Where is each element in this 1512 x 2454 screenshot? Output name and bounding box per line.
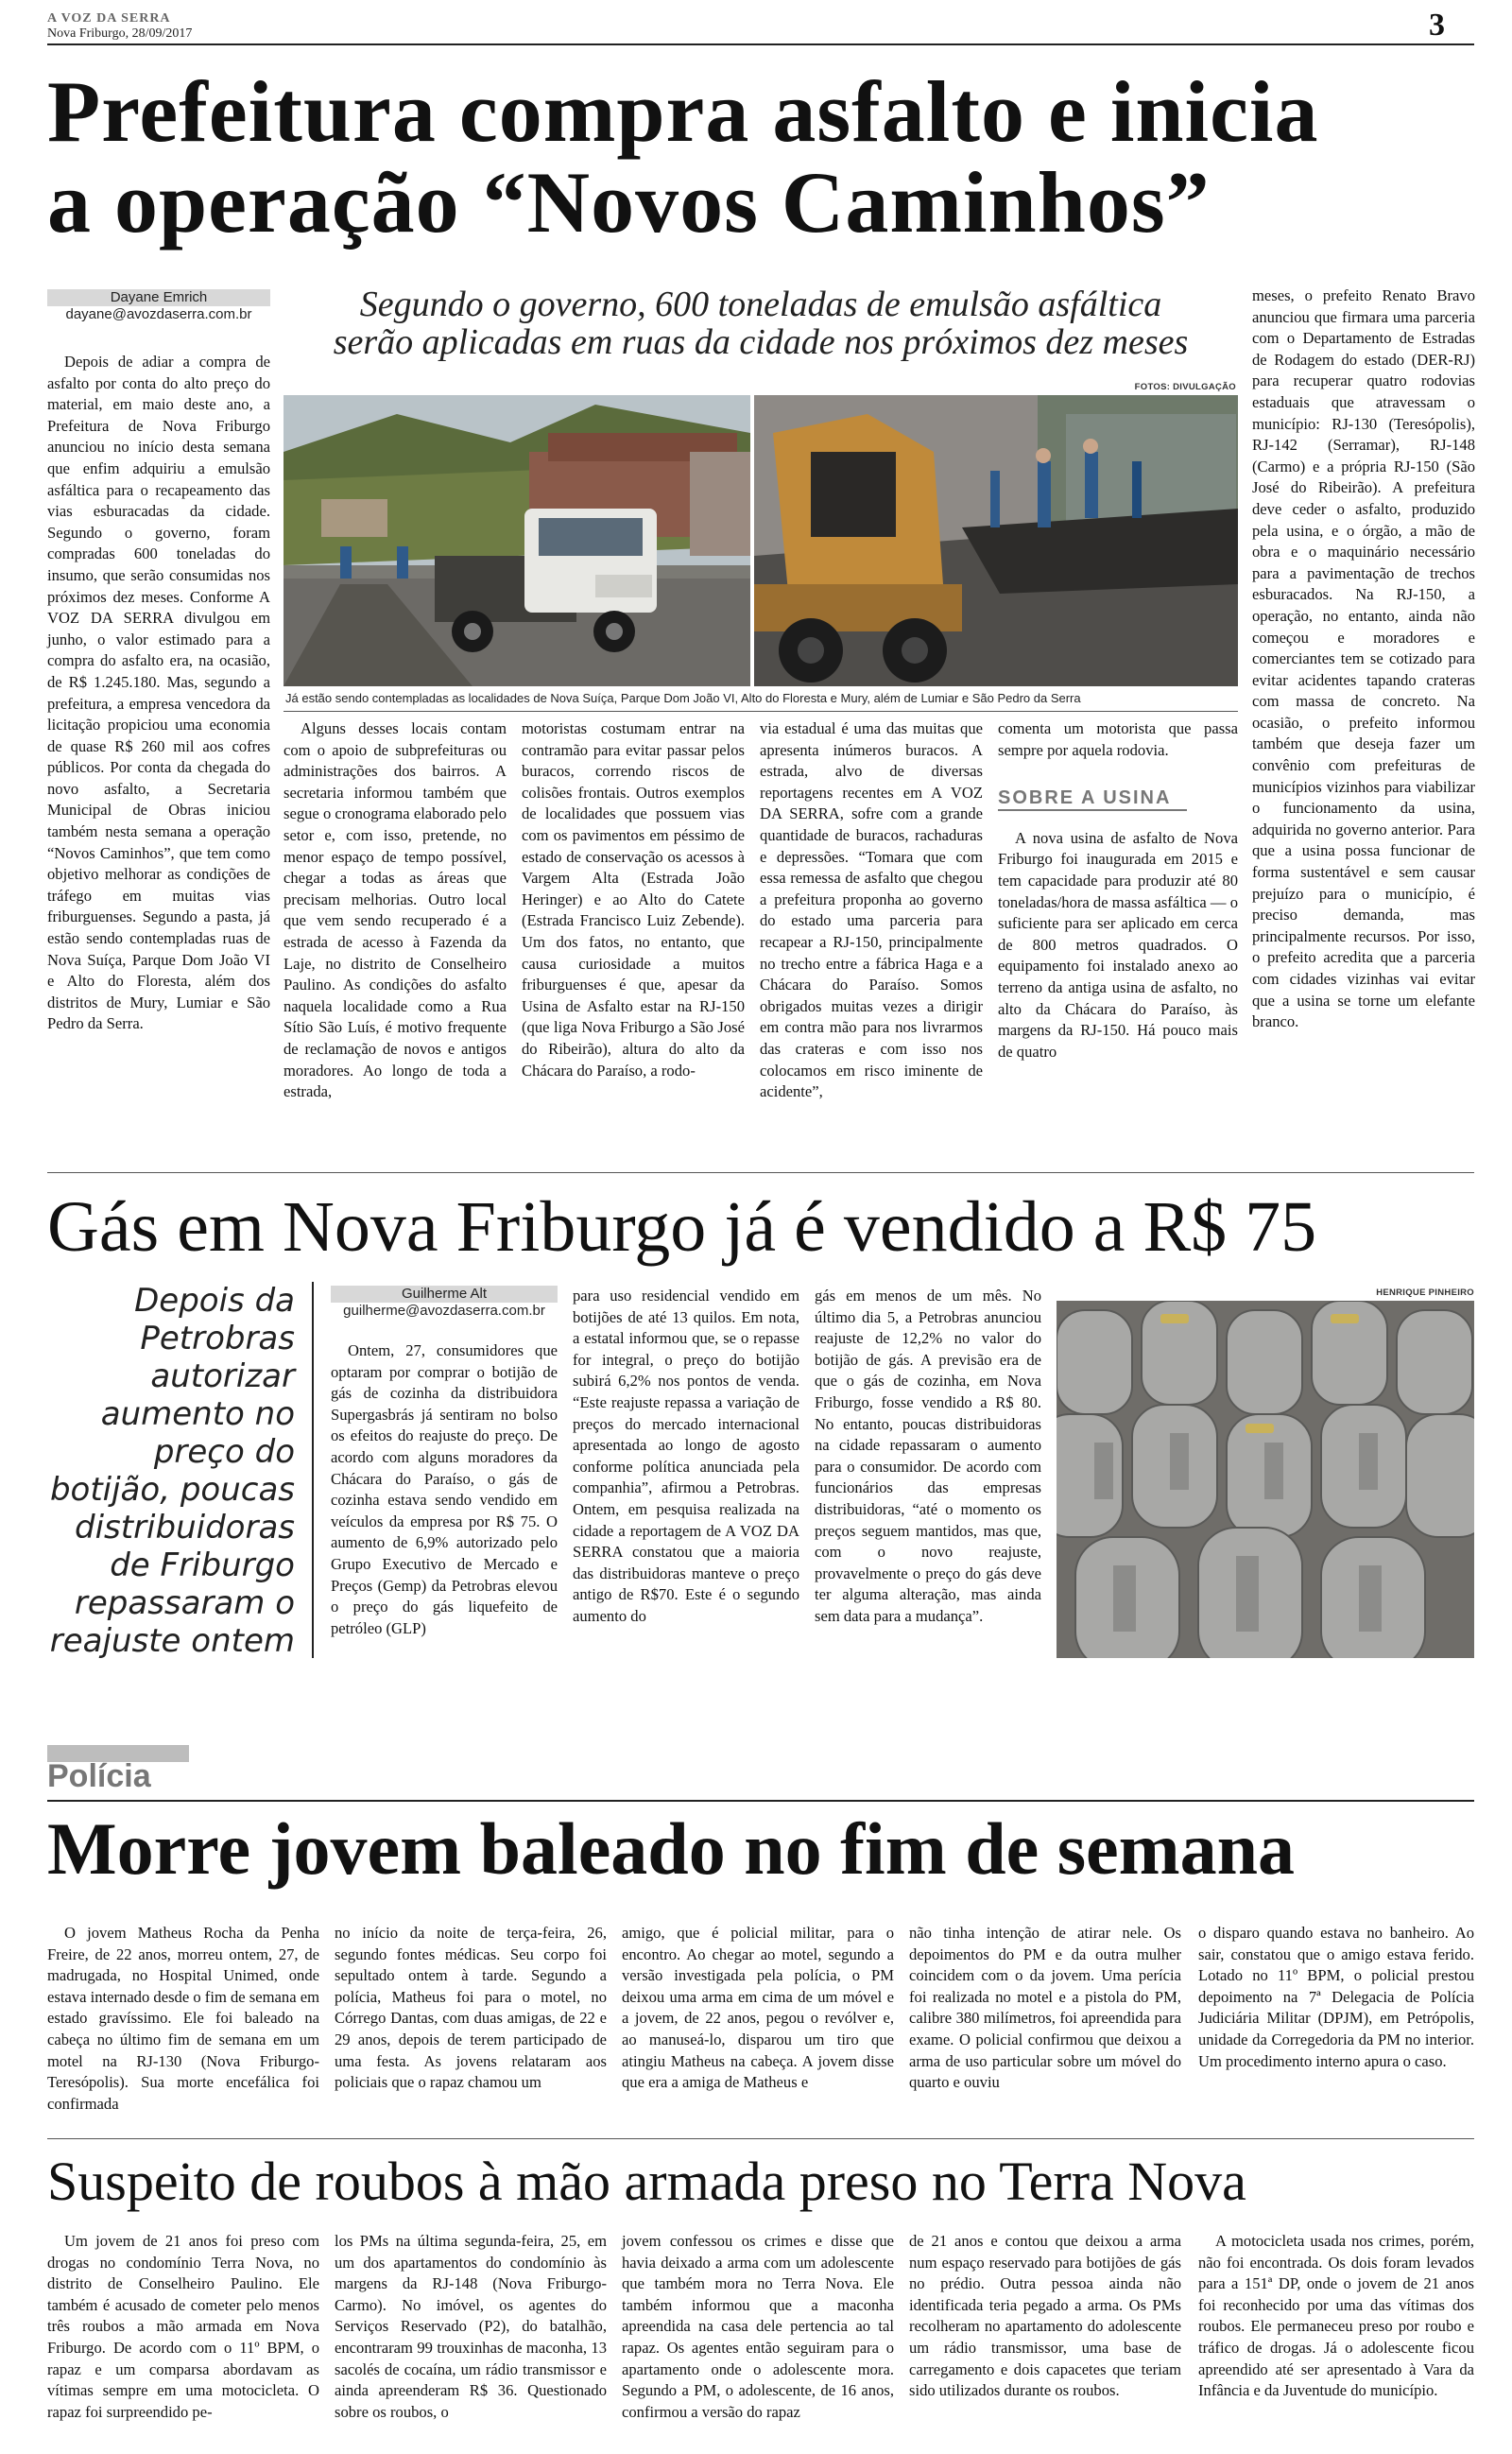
story1-byline [47, 289, 270, 323]
story2-column-2-text: para uso residencial vendido em botijões de até 13 quilos. Em nota, a estatal informou que, se o repasse for integral, o preço do botijão subirá 6,2% nos pontos de venda. “Este reajuste repassa a variação de preços do mercado internacional apresentada ao longo de agosto conforme política anunciada pela companhia”, afirmou a Petrobras. Ontem, em pesquisa realizada na cidade a reportagem de A VOZ DA SERRA constatou que a maioria das distribuidoras manteve o preço antigo de R$70. Este é o segundo aumento do [573, 1287, 799, 1625]
story2-column-3-text: gás em menos de um mês. No último dia 5, a Petrobras anunciou reajuste de 12,2% no valor do botijão de gás. A previsão era de que o gás de cozinha, em Nova Friburgo, fosse vendido a R$ 80. No entanto, poucas distribuidoras na cidade repassaram o aumento para o consumidor. De acordo com funcionários das empresas distribuidoras, “até o momento os preços seguem mantidos, mas que, com o novo reajuste, provavelmente o preço do gás deve ter alguma alteração, mas ainda sem data para a mudança”. [815, 1287, 1041, 1625]
story1-deck [284, 285, 1238, 361]
story1-author-email: dayane@avozdaserra.com.br [65, 306, 252, 322]
story4-column-3 [622, 2231, 894, 2448]
story1-column-1-text: Depois de adiar a compra de asfalto por conta do alto preço do material, em maio deste ano, a Prefeitura de Nova Friburgo anunciou no início desta semana que enfim adquiriu a emulsão asfáltica para o recapeamento das vias esburacadas da cidade. Segundo o governo, foram compradas 600 toneladas do insumo, que serão consumidas nos próximos dez meses. Conforme A VOZ DA SERRA divulgou em junho, o valor estimado para a compra do asfalto era, na ocasião, de R$ 1.245.180. Mas, segundo a prefeitura, a empresa vencedora da licitação propiciou uma economia de quase R$ 260 mil aos cofres públicos. Por conta da chegada do novo asfalto, a Secretaria Municipal de Obras iniciou também nesta semana a operação “Novos Caminhos”, que tem como objetivo melhorar as condições de tráfego em muitas vias friburguenses. Segundo a pasta, já estão sendo contempladas ruas de Nova Suíça, Parque Dom João VI e Alto do Floresta, além dos distritos de Mury, Lumiar e São Pedro da Serra. [47, 353, 270, 1033]
story4-column-1 [47, 2231, 319, 2448]
story3-headline: Morre jovem baleado no fim de semana [47, 1807, 1296, 1890]
story4-column-4 [909, 2231, 1181, 2448]
story1-headline-line2: a operação “Novos Caminhos” [47, 154, 1211, 251]
story1-column-4 [760, 718, 983, 1163]
story2-column-1-text: Ontem, 27, consumidores que optaram por comprar o botijão de gás de cozinha da distribuidora Supergasbrás já sentiram no bolso os efeitos do reajuste do preço. De acordo com alguns moradores da Chácara do Paraíso, o gás de cozinha estava sendo vendido em veículos da empresa por R$ 75. O aumento de 6,9% autorizado pelo Grupo Executivo de Mercado e Preços (Gemp) da Petrobras elevou o preço do gás liquefeito de petróleo (GLP) [331, 1341, 558, 1637]
truck-photo [284, 395, 750, 686]
story1-column-5 [998, 718, 1238, 1163]
story1-column-3 [522, 718, 745, 1163]
story4-column-5-text: A motocicleta usada nos crimes, porém, não foi encontrada. Os dois foram levados para a 151ª DP, onde o jovem de 21 anos foi reconhecido por uma das vítimas dos roubos. Ele permaneceu preso por roubo e tráfico de drogas. Já o adolescente ficou apreendido até ser apresentado à Vara da Infância e da Juventude do município. [1198, 2232, 1474, 2400]
story3-column-1-text: O jovem Matheus Rocha da Penha Freire, de 22 anos, morreu ontem, 27, de madrugada, no Hospital Unimed, onde estava internado desde o fim de semana em estado gravíssimo. Ele foi baleado na cabeça no último fim de semana em um motel na RJ-130 (Nova Friburgo-Teresópolis). Sua morte encefálica foi confirmada [47, 1924, 319, 2113]
story2-column-1 [331, 1340, 558, 1700]
story1-deck-line2: serão aplicadas em ruas da cidade nos próximos dez meses [333, 322, 1189, 362]
loader-photo [754, 395, 1238, 686]
story1-column-4-text: via estadual é uma das muitas que apresenta inúmeros buracos. A estrada, alvo de diversas reportagens recentes em A VOZ DA SERRA, sofre com a grande quantidade de buracos, rachaduras e depressões. “Tomara que com essa remessa de asfalto que chegou a prefeitura proponha ao governo do estado uma parceria para recapear a RJ-150, principalmente no trecho entre a fábrica Haga e a Chácara do Paraíso. Somos obrigados muitas vezes a dirigir em contra mão para nos livrarmos das crateras e com isso nos colocamos em risco iminente de acidente”, [760, 719, 983, 1101]
story1-author: Dayane Emrich [47, 289, 270, 306]
story1-column-5-text: A nova usina de asfalto de Nova Friburgo foi inaugurada em 2015 e tem capacidade para produzir até 80 toneladas/hora de massa asfáltica — o suficiente para ser aplicado em cerca de 800 metros quadrados. O equipamento foi instalado anexo ao terreno da antiga usina de asfalto, no alto da Chácara do Paraíso, às margens da RJ-150. Há pouco mais de quatro [998, 828, 1238, 1061]
page-number: 3 [1429, 8, 1445, 43]
story1-headline [47, 63, 1484, 251]
story2-author: Guilherme Alt [331, 1286, 558, 1303]
header-rule [47, 43, 1474, 45]
gas-cylinders-photo [1057, 1301, 1474, 1658]
story4-column-5 [1198, 2231, 1474, 2448]
story1-photo-caption: Já estão sendo contempladas as localidades de Nova Suíça, Parque Dom João VI, Alto do Floresta e Mury, além de Lumiar e São Pedro da Serra [285, 691, 1081, 705]
story1-column-3-text: motoristas costumam entrar na contramão para evitar passar pelos buracos, correndo riscos de colisões frontais. Outros exemplos de localidades que possuem vias com os pavimentos em péssimo de estado de conservação os acessos à Vargem Alta (Estrada João Heringer) e ao Alto do Catete (Estrada Francisco Luiz Zebende). Um dos fatos, no entanto, que causa curiosidade a muitos friburguenses é que, apesar da Usina de Asfalto estar na RJ-150 (que liga Nova Friburgo a São José do Ribeirão), altura do alto da Chácara do Paraíso, a rodo- [522, 719, 745, 1080]
story2-photo-credit: HENRIQUE PINHEIRO [1376, 1287, 1474, 1298]
story1-column-6-text: meses, o prefeito Renato Bravo anunciou que firmara uma parceria com o Departamento de Estradas de Rodagem do estado (DER-RJ) para recuperar quatro rodovias estaduais que atravessam o município: RJ-130 (Teresópolis), RJ-142 (Serramar), RJ-148 (Carmo) e a própria RJ-150 (São José do Ribeirão). A prefeitura deve ceder o asfalto, produzido pela usina, e o órgão, a mão de obra e o maquinário necessário para a pavimentação de trechos esburacados. Na RJ-150, a operação, no entanto, ainda não começou e moradores e comerciantes tem se cotizado para evitar acidentes tapando crateras com massa de concreto. Na ocasião, o prefeito informou também que deseja fazer um convênio com prefeituras de municípios vizinhos para viabilizar o funcionamento da usina, adquirida no governo anterior. Para que a usina possa funcionar de forma sustentável e sem causar prejuízo para o município, é preciso demanda, mas principalmente recursos. Por isso, o prefeito acredita que a parceria com cidades vizinhas vai evitar que a usina se torne um elefante branco. [1252, 286, 1475, 1031]
story2-column-2 [573, 1286, 799, 1702]
story3-bottom-rule [47, 2138, 1474, 2139]
story2-deck: Depois da Petrobras autorizar aumento no preço do botijão, poucas distribuidoras de Friburgo repassaram o reajuste ontem [49, 1282, 295, 1660]
story1-column-2 [284, 718, 507, 1163]
story3-column-1 [47, 1923, 319, 2131]
story1-column-1 [47, 352, 270, 1155]
story1-photo-credit: FOTOS: DIVULGAÇÃO [1134, 382, 1236, 392]
story3-column-5-text: o disparo quando estava no banheiro. Ao sair, constatou que o amigo estava ferido. Lotado no 11º BPM, o policial prestou depoimento na 7ª Delegacia de Polícia Judiciária Militar (DPJM), em Petrópolis, unidade da Corregedoria da PM no interior. Um procedimento interno apura o caso. [1198, 1924, 1474, 2070]
paper-name: A VOZ DA SERRA [47, 11, 171, 26]
section-rule [47, 1800, 1474, 1802]
story4-column-3-text: jovem confessou os crimes e disse que havia deixado a arma com um adolescente que também mora no Terra Nova. Ele também informou que a maconha apreendida na casa dele pertencia ao tal rapaz. Os agentes então seguiram para o apartamento onde o adolescente mora. Segundo a PM, o adolescente, de 16 anos, confirmou a versão do rapaz [622, 2232, 894, 2421]
section-tag-policia: Polícia [47, 1758, 151, 1794]
story4-column-4-text: de 21 anos e contou que deixou a arma num espaço reservado para botijões de gás no prédio. Outra pessoa ainda não identificada teria pegado a arma. Os PMs recolheram no apartamento do adolescente um rádio transmissor, uma base de carregamento e dois capacetes que teriam sido utilizados durante os roubos. [909, 2232, 1181, 2400]
usina-box-heading: SOBRE A USINA [998, 787, 1187, 811]
story3-column-3 [622, 1923, 894, 2131]
story1-column-6 [1252, 285, 1475, 1163]
story2-byline [331, 1286, 558, 1320]
story2-author-email: guilherme@avozdaserra.com.br [343, 1303, 545, 1319]
story1-column-2-text: Alguns desses locais contam com o apoio de subprefeituras ou administrações dos bairros. A secretaria informou também que segue o cronograma elaborado pelo setor e, com isso, pretende, no menor espaço de tempo possível, chegar a todas as áreas que precisam melhorias. Outro local que vem sendo recuperado é a estrada de acesso à Fazenda da Laje, no distrito de Conselheiro Paulino. As condições do asfalto naquela localidade como a Rua Sítio São Luís, é motivo frequente de reclamação de novos e antigos moradores. Ao longo de toda a estrada, [284, 719, 507, 1101]
story3-column-4 [909, 1923, 1181, 2131]
story4-column-2-text: los PMs na última segunda-feira, 25, em um dos apartamentos do condomínio às margens da RJ-148 (Nova Friburgo-Carmo). No imóvel, os agentes do Serviços Reservado (P2), do batalhão, encontraram 99 trouxinhas de maconha, 13 sacolés de cocaína, um rádio transmissor e ainda apreenderam R$ 36. Questionado sobre os roubos, o [335, 2232, 607, 2421]
story3-column-5 [1198, 1923, 1474, 2131]
story1-column-5-lead: comenta um motorista que passa sempre por aquela rodovia. [998, 719, 1238, 759]
story3-column-3-text: amigo, que é policial militar, para o encontro. Ao chegar ao motel, segundo a versão investigada pela polícia, o PM deixou uma arma em cima de um móvel e a jovem, de 22 anos, pegou o revólver e, ao manuseá-lo, disparou um tiro que atingiu Matheus na cabeça. A jovem disse que era a amiga de Matheus e [622, 1924, 894, 2092]
story3-column-2-text: no início da noite de terça-feira, 26, segundo fontes médicas. Seu corpo foi sepultado ontem à tarde. Segundo a polícia, Matheus foi para o motel, no Córrego Dantas, com duas amigas, de 22 e 29 anos, depois de terem participado de uma festa. As jovens relataram aos policiais que o rapaz chamou um [335, 1924, 607, 2092]
story1-bottom-rule [47, 1172, 1474, 1173]
story4-column-2 [335, 2231, 607, 2448]
story3-column-2 [335, 1923, 607, 2131]
story3-column-4-text: não tinha intenção de atirar nele. Os depoimentos do PM e da outra mulher coincidem com o da jovem. Uma perícia foi realizada no motel e a pistola do PM, calibre 380 milímetros, foi apreendida para exame. O policial confirmou que deixou a arma de uso particular sobre um móvel do quarto e ouviu [909, 1924, 1181, 2092]
caption-rule [284, 711, 1238, 712]
deck-divider [312, 1282, 314, 1658]
dateline: Nova Friburgo, 28/09/2017 [47, 26, 193, 41]
story2-column-3 [815, 1286, 1041, 1702]
story4-column-1-text: Um jovem de 21 anos foi preso com drogas no condomínio Terra Nova, no distrito de Conselheiro Paulino. Ele também é acusado de cometer pelo menos três roubos a mão armada em Nova Friburgo. De acordo com o 11º BPM, o rapaz e um comparsa abordavam as vítimas sempre em uma motocicleta. O rapaz foi surpreendido pe- [47, 2232, 319, 2421]
story1-headline-line1: Prefeitura compra asfalto e inicia [47, 63, 1319, 160]
story2-headline: Gás em Nova Friburgo já é vendido a R$ 75 [47, 1187, 1317, 1267]
story1-deck-line1: Segundo o governo, 600 toneladas de emulsão asfáltica [359, 285, 1162, 324]
story4-headline: Suspeito de roubos à mão armada preso no Terra Nova [47, 2151, 1246, 2212]
